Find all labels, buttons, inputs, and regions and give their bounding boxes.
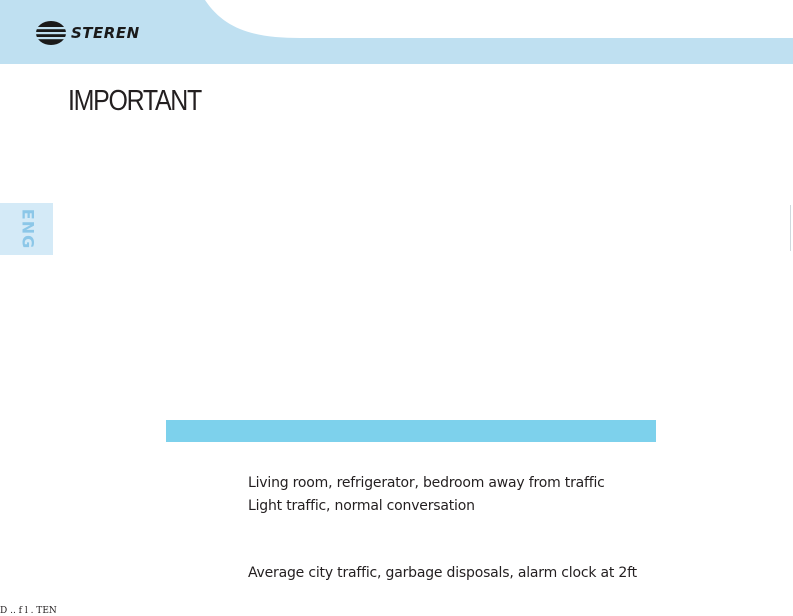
table-row-3: Average city traffic, garbage disposals, alarm clock at 2ft xyxy=(248,565,637,581)
page-edge-divider xyxy=(790,205,791,251)
footer-cut-text: D .. f l . TEN xyxy=(0,606,57,616)
table-row-2: Light traffic, normal conversation xyxy=(248,498,475,514)
steren-logo xyxy=(35,19,140,47)
brand-name: STEREN xyxy=(71,24,140,42)
table-row-1: Living room, refrigerator, bedroom away from traffic xyxy=(248,475,605,491)
table-header-bar xyxy=(166,420,656,442)
language-label: ENG xyxy=(18,208,38,250)
steren-logo-icon xyxy=(35,19,67,47)
page-title: IMPORTANT xyxy=(68,85,201,117)
